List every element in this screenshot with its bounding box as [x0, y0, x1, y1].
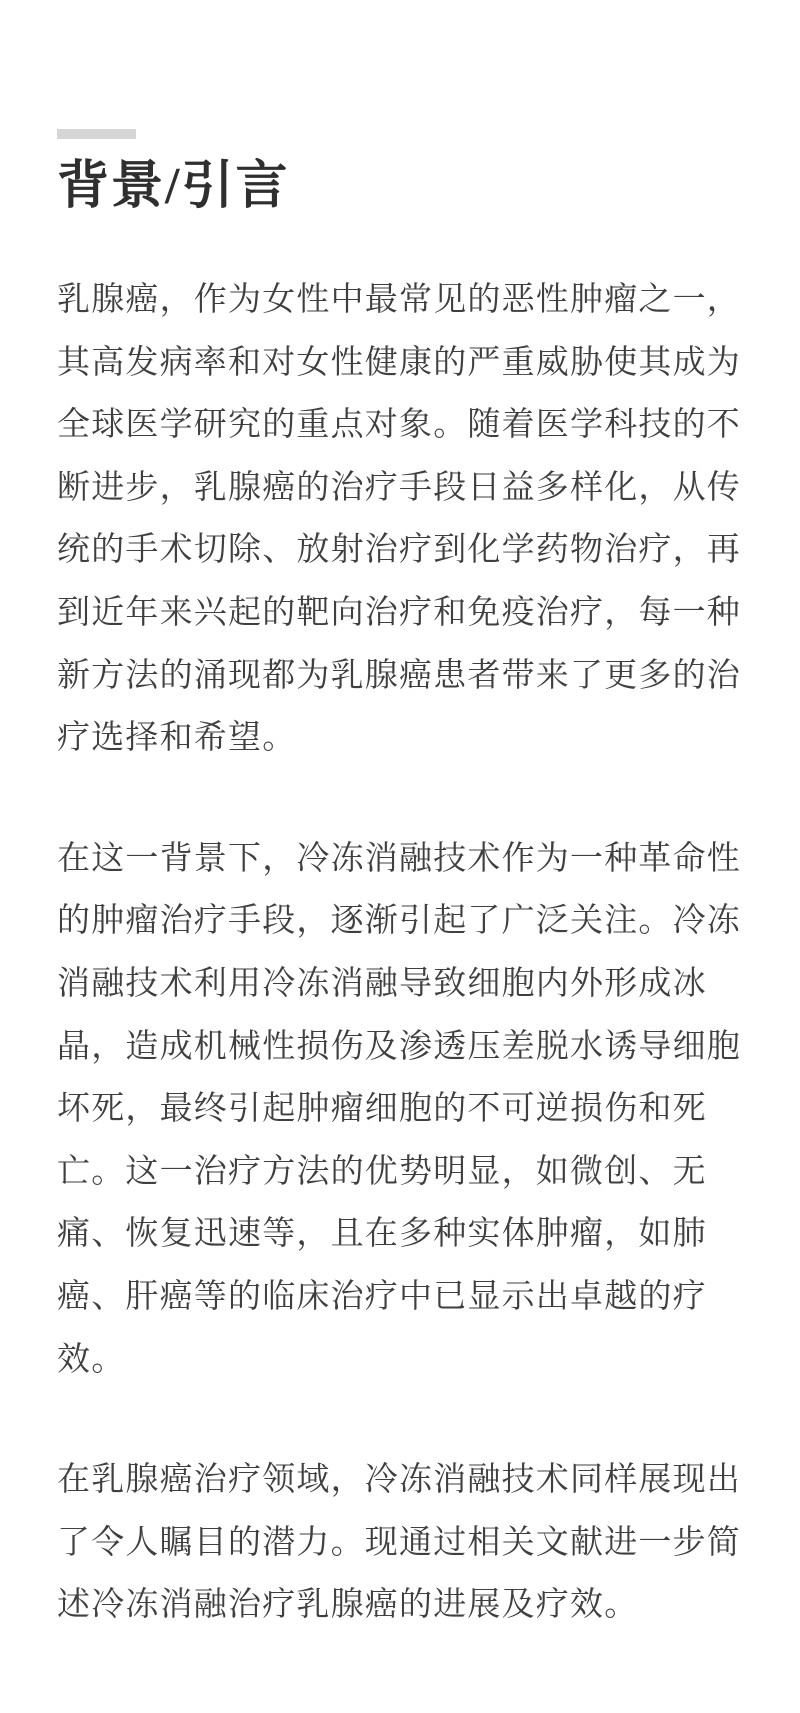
text-line: 全球医学研究的重点对象。随着医学科技的不	[57, 405, 741, 443]
text-line: 亡。这一治疗方法的优势明显，如微创、无	[57, 1151, 707, 1189]
text-line: 的肿瘤治疗手段，逐渐引起了广泛关注。冷冻	[57, 901, 741, 939]
text-line: 其高发病率和对女性健康的严重威胁使其成为	[57, 342, 741, 380]
article-body	[57, 268, 745, 1636]
text-line: 痛、恢复迅速等，且在多种实体肿瘤，如肺	[57, 1214, 707, 1252]
paragraph	[57, 827, 745, 1390]
text-line: 在这一背景下，冷冻消融技术作为一种革命性	[57, 838, 741, 876]
text-line: 疗选择和希望。	[57, 718, 297, 756]
text-line: 效。	[57, 1339, 126, 1377]
paragraph	[57, 268, 745, 769]
paragraph	[57, 1448, 745, 1636]
text-line: 癌、肝癌等的临床治疗中已显示出卓越的疗	[57, 1276, 707, 1314]
text-line: 了令人瞩目的潜力。现通过相关文献进一步简	[57, 1522, 741, 1560]
section-accent-bar	[57, 129, 136, 139]
text-line: 断进步，乳腺癌的治疗手段日益多样化，从传	[57, 467, 741, 505]
text-line: 坏死，最终引起肿瘤细胞的不可逆损伤和死	[57, 1089, 707, 1127]
text-line: 乳腺癌，作为女性中最常见的恶性肿瘤之一，	[57, 280, 741, 317]
text-line: 晶，造成机械性损伤及渗透压差脱水诱导细胞	[57, 1026, 741, 1064]
text-line: 消融技术利用冷冻消融导致细胞内外形成冰	[57, 963, 707, 1001]
section-heading: 背景/引言	[57, 158, 290, 215]
text-line: 统的手术切除、放射治疗到化学药物治疗，再	[57, 530, 741, 568]
text-line: 新方法的涌现都为乳腺癌患者带来了更多的治	[57, 655, 741, 693]
text-line: 述冷冻消融治疗乳腺癌的进展及疗效。	[57, 1585, 639, 1623]
text-line: 到近年来兴起的靶向治疗和免疫治疗，每一种	[57, 592, 741, 630]
text-line: 在乳腺癌治疗领域，冷冻消融技术同样展现出	[57, 1460, 741, 1498]
